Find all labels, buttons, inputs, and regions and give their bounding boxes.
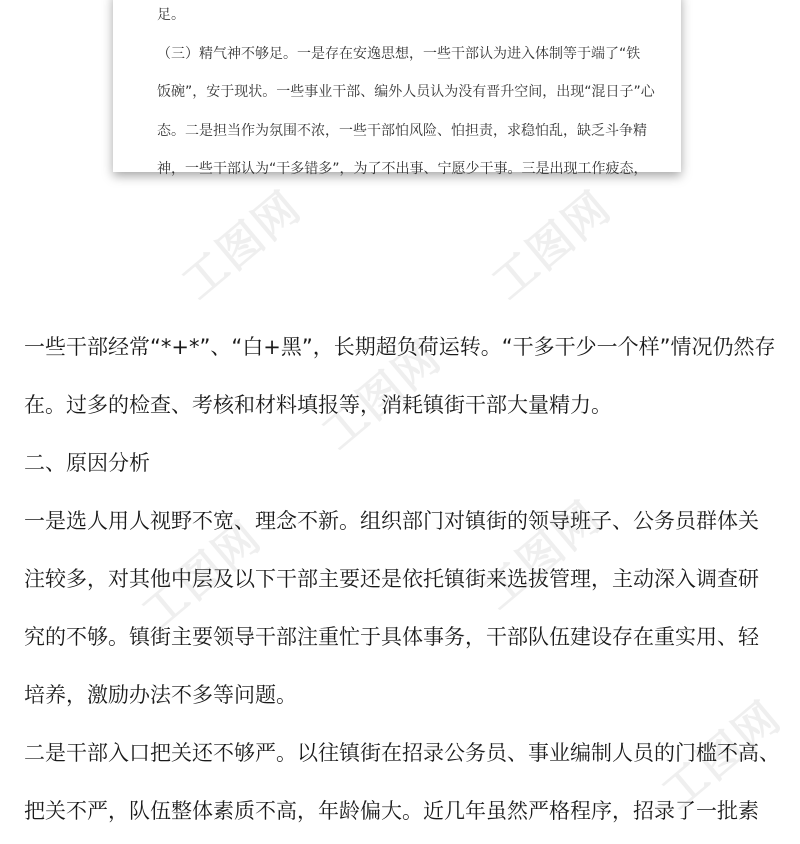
paragraph-line: 一是选人用人视野不宽、理念不新。组织部门对镇街的领导班子、公务员群体关 bbox=[24, 509, 759, 533]
watermark: 工图网 bbox=[472, 491, 612, 620]
card-line: 饭碗”，安于现状。一些事业干部、编外人员认为没有晋升空间，出现“混日子”心 bbox=[157, 84, 655, 100]
paragraph-line: 究的不够。镇街主要领导干部注重忙于具体事务，干部队伍建设存在重实用、轻 bbox=[24, 625, 759, 649]
watermark: 工图网 bbox=[312, 331, 452, 460]
watermark: 工图网 bbox=[132, 511, 272, 640]
watermark: 工图网 bbox=[652, 691, 792, 820]
paragraph-line: 二是干部入口把关还不够严。以往镇街在招录公务员、事业编制人员的门槛不高、 bbox=[24, 741, 780, 765]
paragraph-line: 在。过多的检查、考核和材料填报等，消耗镇街干部大量精力。 bbox=[24, 393, 612, 417]
paragraph-line: 培养，激励办法不多等问题。 bbox=[24, 683, 297, 707]
card-line: 足。 bbox=[157, 7, 185, 23]
section-heading: 二、原因分析 bbox=[24, 451, 150, 475]
document-preview-card bbox=[113, 0, 681, 177]
card-line: 态。二是担当作为氛围不浓，一些干部怕风险、怕担责，求稳怕乱，缺乏斗争精 bbox=[157, 122, 647, 139]
card-line: 神，一些干部认为“干多错多”，为了不出事、宁愿少干事。三是出现工作疲态， bbox=[157, 161, 648, 177]
paragraph-line: 注较多，对其他中层及以下干部主要还是依托镇街来选拔管理，主动深入调查研 bbox=[24, 567, 759, 591]
paragraph-line: 一些干部经常“*+*”、“白+黑”，长期超负荷运转。“干多干少一个样”情况仍然存 bbox=[24, 335, 776, 359]
watermark: 工图网 bbox=[172, 181, 312, 310]
document-body bbox=[24, 322, 784, 844]
watermark: 工图网 bbox=[482, 181, 622, 310]
paragraph-line: 把关不严，队伍整体素质不高，年龄偏大。近几年虽然严格程序，招录了一批素 bbox=[24, 799, 759, 823]
card-line: （三）精气神不够足。一是存在安逸思想，一些干部认为进入体制等于端了“铁 bbox=[157, 45, 641, 62]
